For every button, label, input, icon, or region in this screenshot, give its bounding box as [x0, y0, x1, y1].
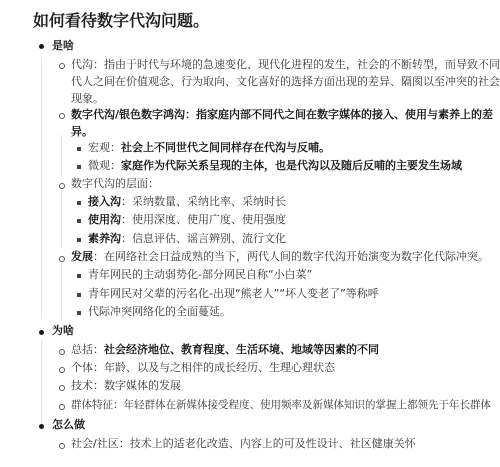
indent-guide — [61, 190, 62, 248]
digital-gap-definition-line-2: 异。 — [71, 125, 93, 138]
bullet-square — [77, 238, 81, 242]
bullet-circle — [59, 256, 65, 262]
use-gap-label: 使用沟 — [88, 213, 121, 226]
bullet-square — [77, 274, 81, 278]
summary-item — [71, 341, 379, 359]
individual-item: 个体：年龄、以及与之相伴的成长经历、生理心理状态 — [71, 361, 335, 374]
summary-text: 社会经济地位、教育程度、生活环境、地域等因素的不同 — [104, 343, 379, 356]
access-gap-item — [88, 193, 286, 211]
use-gap-text: ：使用深度、使用广度、使用强度 — [121, 213, 286, 226]
development-label: 发展 — [71, 250, 93, 263]
development-subitem: 代际冲突网络化的全面蔓延。 — [88, 305, 231, 318]
development-subitem: 青年网民的主动弱势化-部分网民自称“小白菜” — [88, 268, 313, 281]
bullet-square — [77, 293, 81, 297]
group-feature-item: 群体特征：年轻群体在新媒体接受程度、使用频率及新媒体知识的掌握上都领先于年长群体 — [71, 399, 491, 411]
development-text: ：在网络社会日益成熟的当下，两代人间的数字代沟开始演变为数字化代际冲突。 — [93, 250, 489, 263]
bullet-square — [77, 311, 81, 315]
indent-guide — [41, 58, 42, 318]
macro-item — [88, 139, 330, 157]
indent-guide — [61, 135, 62, 175]
bullet-square — [77, 201, 81, 205]
digital-gap-definition-line-1: 数字代沟/银色数字鸿沟：指家庭内部不同代之间在数字媒体的接入、使用与素养上的差 — [71, 108, 494, 121]
literacy-gap-label: 素养沟 — [88, 232, 121, 245]
section-heading-how: 怎么做 — [52, 418, 85, 431]
daigou-text: ：指由于时代与环境的急速变化、现代化进程的发生，社会的不断转型，而导致不同 — [93, 58, 500, 71]
micro-label: 微观： — [88, 159, 121, 172]
section-heading-why: 为啥 — [52, 324, 74, 337]
indent-guide — [61, 263, 62, 321]
indent-guide — [41, 340, 42, 430]
bullet-circle — [59, 443, 65, 449]
use-gap-item — [88, 211, 286, 229]
micro-text: 家庭作为代际关系呈现的主体，也是代沟以及随后反哺的主要发生场域 — [121, 159, 462, 172]
literacy-gap-item — [88, 230, 286, 248]
access-gap-label: 接入沟 — [88, 195, 121, 208]
bullet-circle — [59, 113, 65, 119]
bullet-disc — [39, 424, 44, 429]
daigou-label: 代沟 — [71, 58, 93, 71]
daigou-definition-line-2: 代人之间在价值观念、行为取向、文化喜好的选择方面出现的差异、隔阂以至冲突的社会 — [71, 75, 500, 88]
development-subitem: 青年网民对父辈的污名化-出现“熊老人”“坏人变老了”等称呼 — [88, 287, 379, 300]
bullet-circle — [59, 367, 65, 373]
bullet-square — [77, 165, 81, 169]
summary-label: 总括： — [71, 343, 104, 356]
bullet-disc — [39, 44, 44, 49]
bullet-circle — [59, 385, 65, 391]
micro-item — [88, 157, 462, 175]
page-title: 如何看待数字代沟问题。 — [33, 11, 210, 30]
daigou-definition-line-3: 现象。 — [71, 92, 104, 105]
bullet-square — [77, 147, 81, 151]
daigou-definition-line-1 — [71, 56, 500, 74]
technology-item: 技术：数字媒体的发展 — [71, 379, 181, 392]
literacy-gap-text: ：信息评估、谣言辨别、流行文化 — [121, 232, 286, 245]
access-gap-text: ：采纳数量、采纳比率、采纳时长 — [121, 195, 286, 208]
bullet-circle — [59, 349, 65, 355]
bullet-disc — [39, 330, 44, 335]
levels-label: 数字代沟的层面： — [71, 177, 159, 190]
macro-text: 社会上不同世代之间同样存在代沟与反哺。 — [121, 141, 330, 154]
bullet-circle — [59, 63, 65, 69]
bullet-circle — [59, 183, 65, 189]
section-heading-what: 是啥 — [52, 39, 74, 52]
macro-label: 宏观： — [88, 141, 121, 154]
bullet-square — [77, 219, 81, 223]
community-item: 社会/社区：技术上的适老化改造、内容上的可及性设计、社区健康关怀 — [71, 437, 416, 450]
bullet-circle — [59, 404, 65, 410]
development-item — [71, 248, 489, 266]
